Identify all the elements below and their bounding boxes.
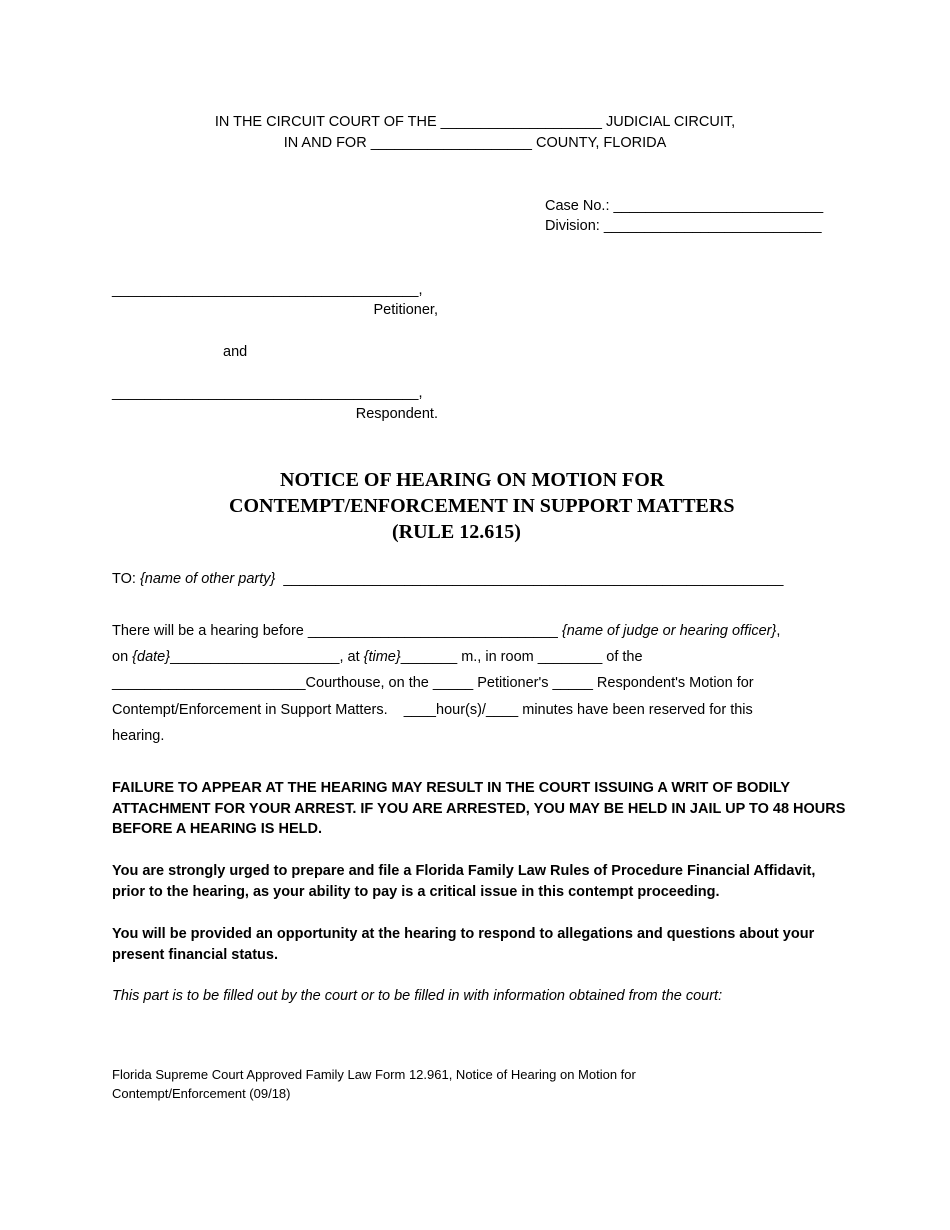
judge-placeholder: {name of judge or hearing officer} [561, 623, 777, 639]
petitioner-label: Petitioner, [373, 302, 438, 318]
financial-affidavit-paragraph: You are strongly urged to prepare and file a Florida Family Law Rules of Procedure Financial Affidavit, prior to the hearing, as your ability to pay is a critical issue in this contempt proceeding. [112, 863, 816, 900]
title-line1: NOTICE OF HEARING ON MOTION FOR [280, 469, 665, 491]
division-field: Division: ___________________________ [545, 218, 822, 234]
to-blank: ______________________________________________________________ [275, 571, 784, 587]
hearing-line4: Contempt/Enforcement in Support Matters. ____hour(s)/____ minutes have been reserved for this [112, 702, 753, 718]
case-number-field: Case No.: __________________________ [545, 198, 824, 214]
respondent-label: Respondent. [355, 406, 438, 422]
court-header-line1: IN THE CIRCUIT COURT OF THE ____________________ JUDICIAL CIRCUIT, [214, 114, 736, 130]
title-line3: (RULE 12.615) [392, 521, 521, 543]
court-note: This part is to be filled out by the court or to be filled in with information obtained from the court: [112, 988, 723, 1004]
hearing-before-text: There will be a hearing before _______________________________ [112, 623, 562, 639]
title-line2: CONTEMPT/ENFORCEMENT IN SUPPORT MATTERS [229, 495, 735, 517]
hearing-line1 [112, 621, 780, 641]
to-line [112, 569, 783, 589]
respondent-blank: ______________________________________, [112, 385, 423, 401]
hearing-line1-end: , [776, 623, 781, 639]
hearing-line3: ________________________Courthouse, on the _____ Petitioner's _____ Respondent's Motion for [112, 675, 754, 691]
time-placeholder: {time} [363, 649, 401, 665]
room-text: _______ m., in room ________ of the [400, 649, 643, 665]
warning-paragraph: FAILURE TO APPEAR AT THE HEARING MAY RESULT IN THE COURT ISSUING A WRIT OF BODILY ATTACHMENT FOR YOUR ARREST. IF YOU ARE ARRESTED, YOU MAY BE HELD IN JAIL UP TO 48 HOURS BEFORE A HEARING IS HELD. [112, 780, 846, 837]
date-blank: _____________________, at [170, 649, 364, 665]
hearing-line2 [112, 647, 643, 667]
to-placeholder: {name of other party} [139, 571, 276, 587]
court-header-line2: IN AND FOR ____________________ COUNTY, FLORIDA [283, 135, 667, 151]
footer-line1: Florida Supreme Court Approved Family Law Form 12.961, Notice of Hearing on Motion for [112, 1067, 636, 1082]
petitioner-blank: ______________________________________, [112, 282, 423, 298]
and-label: and [223, 344, 248, 360]
to-prefix: TO: [112, 571, 140, 587]
on-text: on [112, 649, 133, 665]
hearing-line5: hearing. [112, 728, 165, 744]
date-placeholder: {date} [132, 649, 171, 665]
opportunity-paragraph: You will be provided an opportunity at the hearing to respond to allegations and questions about your present financial status. [112, 926, 815, 963]
footer-line2: Contempt/Enforcement (09/18) [112, 1086, 291, 1101]
